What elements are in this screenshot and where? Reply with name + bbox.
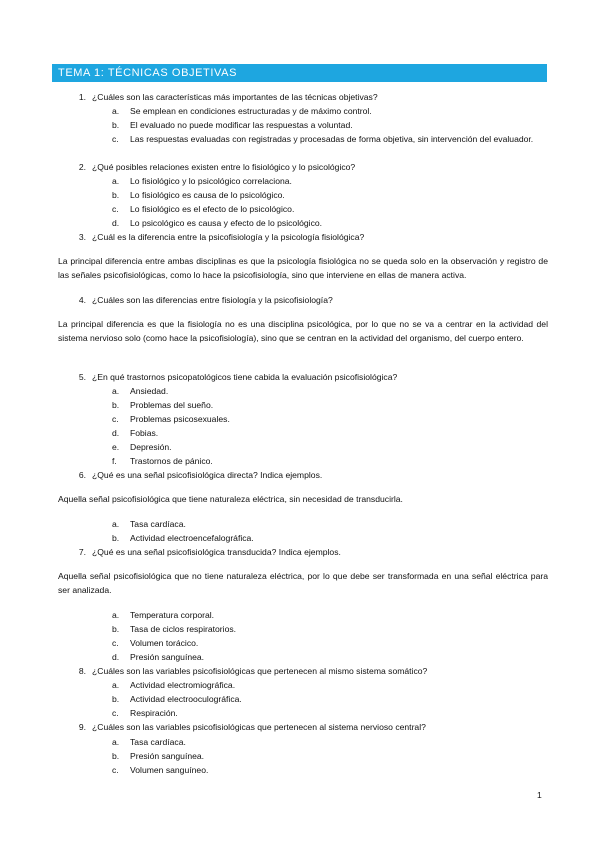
option-text: Temperatura corporal. — [130, 610, 215, 620]
section-title-banner: TEMA 1: TÉCNICAS OBJETIVAS — [52, 64, 547, 82]
option-text: Lo fisiológico es el efecto de lo psicológico. — [130, 204, 295, 214]
option-text: Actividad electroencefalográfica. — [130, 533, 254, 543]
option-text: Las respuestas evaluadas con registradas y procesadas de forma objetiva, sin intervención del evaluador. — [130, 134, 534, 144]
option-text: Tasa cardíaca. — [130, 519, 186, 529]
option-letter: a. — [112, 737, 120, 747]
option-letter: c. — [112, 204, 119, 214]
option-text: Presión sanguínea. — [130, 652, 205, 662]
option-text: Actividad electromiográfica. — [130, 680, 236, 690]
question-number: 7. — [78, 547, 86, 557]
option-text: El evaluado no puede modificar las respuestas a voluntad. — [130, 120, 353, 130]
option-text: Tasa cardíaca. — [130, 737, 186, 747]
question-number: 4. — [78, 295, 86, 305]
option-text: Tasa de ciclos respiratorios. — [130, 624, 237, 634]
option-letter: c. — [112, 765, 119, 775]
option-letter: a. — [112, 106, 120, 116]
answer-paragraph-3: La principal diferencia entre ambas disciplinas es que la psicología fisiológica no se queda solo en la observación y registro de las señales psicofisiológicas, como lo hace la psicofisiología, sino que interviene en ellas de manera activa. — [58, 256, 548, 280]
option-text: Ansiedad. — [130, 386, 169, 396]
option-letter: b. — [112, 533, 120, 543]
option-letter: c. — [112, 638, 119, 648]
option-text: Lo fisiológico es causa de lo psicológico. — [130, 190, 285, 200]
question-number: 8. — [78, 666, 86, 676]
option-letter: b. — [112, 624, 120, 634]
option-letter: b. — [112, 120, 120, 130]
option-letter: c. — [112, 134, 119, 144]
option-letter: e. — [112, 442, 120, 452]
question-text: ¿Qué es una señal psicofisiológica directa? Indica ejemplos. — [92, 470, 323, 480]
page-number: 1 — [537, 790, 542, 800]
option-letter: b. — [112, 400, 120, 410]
option-text: Depresión. — [130, 442, 172, 452]
option-letter: f. — [112, 456, 117, 466]
option-letter: c. — [112, 414, 119, 424]
option-letter: a. — [112, 680, 120, 690]
question-text: ¿En qué trastornos psicopatológicos tiene cabida la evaluación psicofisiológica? — [92, 372, 398, 382]
option-letter: b. — [112, 190, 120, 200]
answer-paragraph-6: Aquella señal psicofisiológica que tiene naturaleza eléctrica, sin necesidad de transducirla. — [58, 494, 403, 504]
option-letter: a. — [112, 176, 120, 186]
option-text: Trastornos de pánico. — [130, 456, 213, 466]
option-letter: d. — [112, 218, 120, 228]
option-letter: d. — [112, 428, 120, 438]
option-text: Volumen sanguíneo. — [130, 765, 209, 775]
option-text: Volumen torácico. — [130, 638, 199, 648]
question-text: ¿Qué posibles relaciones existen entre lo fisiológico y lo psicológico? — [92, 162, 356, 172]
option-text: Actividad electrooculográfica. — [130, 694, 242, 704]
answer-paragraph-4: La principal diferencia es que la fisiología no es una disciplina psicológica, por lo que no se va a centrar en la actividad del sistema nervioso solo (como hace la psicofisiología), sino que se centran en la actividad del organismo, del cuerpo entero. — [58, 319, 548, 343]
question-text: ¿Cuál es la diferencia entre la psicofisiología y la psicología fisiológica? — [92, 232, 365, 242]
option-letter: c. — [112, 708, 119, 718]
option-text: Problemas del sueño. — [130, 400, 214, 410]
option-text: Problemas psicosexuales. — [130, 414, 230, 424]
question-number: 6. — [78, 470, 86, 480]
option-text: Lo psicológico es causa y efecto de lo psicológico. — [130, 218, 323, 228]
question-text: ¿Cuáles son las características más importantes de las técnicas objetivas? — [92, 92, 378, 102]
option-letter: a. — [112, 519, 120, 529]
option-letter: a. — [112, 610, 120, 620]
option-letter: b. — [112, 751, 120, 761]
option-text: Fobias. — [130, 428, 159, 438]
option-letter: b. — [112, 694, 120, 704]
question-number: 2. — [78, 162, 86, 172]
question-text: ¿Qué es una señal psicofisiológica transducida? Indica ejemplos. — [92, 547, 341, 557]
answer-paragraph-7: Aquella señal psicofisiológica que no tiene naturaleza eléctrica, por lo que debe ser transformada en una señal eléctrica para ser analizada. — [58, 571, 548, 595]
question-text: ¿Cuáles son las diferencias entre fisiología y la psicofisiología? — [92, 295, 333, 305]
question-number: 3. — [78, 232, 86, 242]
option-text: Se emplean en condiciones estructuradas y de máximo control. — [130, 106, 372, 116]
question-number: 9. — [78, 722, 86, 732]
option-text: Lo fisiológico y lo psicológico correlaciona. — [130, 176, 292, 186]
question-text: ¿Cuáles son las variables psicofisiológicas que pertenecen al sistema nervioso central? — [92, 722, 426, 732]
question-number: 1. — [78, 92, 86, 102]
option-text: Respiración. — [130, 708, 178, 718]
option-letter: a. — [112, 386, 120, 396]
question-text: ¿Cuáles son las variables psicofisiológicas que pertenecen al mismo sistema somático? — [92, 666, 428, 676]
option-text: Presión sanguínea. — [130, 751, 205, 761]
question-number: 5. — [78, 372, 86, 382]
option-letter: d. — [112, 652, 120, 662]
